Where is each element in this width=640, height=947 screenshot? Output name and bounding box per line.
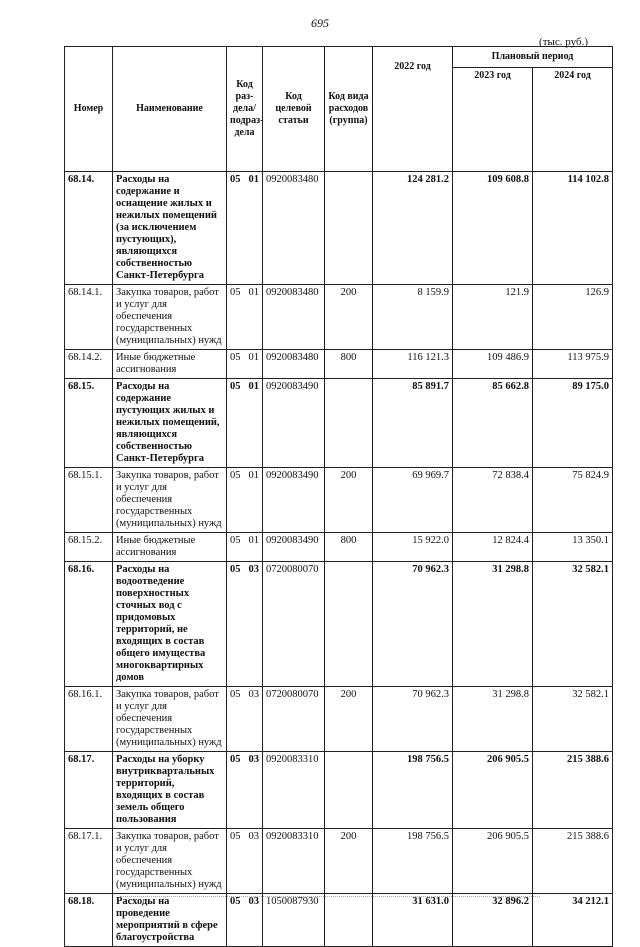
row-expense-type: 800 <box>325 350 373 379</box>
row-section-code <box>227 172 263 285</box>
row-section: 05 <box>230 564 241 575</box>
row-subsection: 03 <box>248 564 259 575</box>
row-value-2022: 8 159.9 <box>373 285 453 350</box>
row-name: Расходы на водоотведение поверхностных сточных вод с придомовых территорий, не входящих в состав общего имущества многоквартирных домов <box>113 562 227 687</box>
row-expense-type <box>325 562 373 687</box>
row-value-2024: 13 350.1 <box>533 533 613 562</box>
row-subsection: 01 <box>248 287 259 298</box>
row-name: Закупка товаров, работ и услуг для обеспечения государственных (муниципальных) нужд <box>113 468 227 533</box>
row-value-2024: 75 824.9 <box>533 468 613 533</box>
row-value-2022: 198 756.5 <box>373 752 453 829</box>
row-number: 68.16.1. <box>65 687 113 752</box>
row-subsection: 01 <box>248 352 259 363</box>
table-row <box>65 687 613 752</box>
row-value-2024: 32 582.1 <box>533 687 613 752</box>
row-section-code <box>227 687 263 752</box>
row-number: 68.17.1. <box>65 829 113 894</box>
row-number: 68.14. <box>65 172 113 285</box>
row-target-code: 0920083490 <box>263 533 325 562</box>
row-value-2022: 15 922.0 <box>373 533 453 562</box>
row-value-2023: 31 298.8 <box>453 687 533 752</box>
row-section-code <box>227 379 263 468</box>
header-year-2024: 2024 год <box>533 68 613 172</box>
row-section: 05 <box>230 896 241 907</box>
row-expense-type <box>325 752 373 829</box>
row-value-2024: 215 388.6 <box>533 829 613 894</box>
row-section: 05 <box>230 754 241 765</box>
row-expense-type: 200 <box>325 468 373 533</box>
row-number: 68.15. <box>65 379 113 468</box>
row-section: 05 <box>230 352 241 363</box>
row-subsection: 01 <box>248 535 259 546</box>
row-value-2022: 85 891.7 <box>373 379 453 468</box>
row-section-code <box>227 350 263 379</box>
row-value-2023: 72 838.4 <box>453 468 533 533</box>
row-number: 68.14.2. <box>65 350 113 379</box>
row-number: 68.15.1. <box>65 468 113 533</box>
table-row <box>65 829 613 894</box>
row-name: Расходы на проведение мероприятий в сфере благоустройства <box>113 894 227 947</box>
row-value-2024: 34 212.1 <box>533 894 613 947</box>
header-name: Наименование <box>113 47 227 172</box>
table-row <box>65 350 613 379</box>
row-section-code <box>227 533 263 562</box>
row-subsection: 01 <box>248 174 259 185</box>
header-section-code: Код раз-дела/ подраз-дела <box>227 47 263 172</box>
row-section: 05 <box>230 287 241 298</box>
header-number: Номер <box>65 47 113 172</box>
row-expense-type <box>325 894 373 947</box>
row-target-code: 0920083480 <box>263 172 325 285</box>
table-row <box>65 468 613 533</box>
row-section-code <box>227 468 263 533</box>
row-name: Расходы на содержание пустующих жилых и нежилых помещений, являющихся собственностью Санкт-Петербурга <box>113 379 227 468</box>
table-row <box>65 562 613 687</box>
row-value-2024: 113 975.9 <box>533 350 613 379</box>
header-year-2022: 2022 год <box>373 47 453 172</box>
row-value-2024: 89 175.0 <box>533 379 613 468</box>
row-subsection: 03 <box>248 831 259 842</box>
row-expense-type: 200 <box>325 285 373 350</box>
table-row <box>65 379 613 468</box>
row-subsection: 01 <box>248 470 259 481</box>
page-number: 695 <box>311 16 329 30</box>
table-row <box>65 533 613 562</box>
row-target-code: 0920083480 <box>263 285 325 350</box>
page-footer-divider <box>120 896 540 897</box>
row-value-2022: 116 121.3 <box>373 350 453 379</box>
row-section-code <box>227 562 263 687</box>
row-value-2023: 32 896.2 <box>453 894 533 947</box>
row-number: 68.14.1. <box>65 285 113 350</box>
row-section-code <box>227 752 263 829</box>
row-value-2023: 206 905.5 <box>453 829 533 894</box>
row-name: Закупка товаров, работ и услуг для обеспечения государственных (муниципальных) нужд <box>113 829 227 894</box>
row-subsection: 03 <box>248 689 259 700</box>
row-value-2022: 124 281.2 <box>373 172 453 285</box>
table-body <box>65 172 613 947</box>
row-value-2022: 69 969.7 <box>373 468 453 533</box>
table-row <box>65 752 613 829</box>
row-subsection: 03 <box>248 896 259 907</box>
table-row <box>65 894 613 947</box>
budget-table <box>64 46 613 947</box>
row-target-code: 0920083310 <box>263 752 325 829</box>
row-target-code: 0920083490 <box>263 468 325 533</box>
row-target-code: 0720080070 <box>263 687 325 752</box>
row-value-2023: 31 298.8 <box>453 562 533 687</box>
header-planned-period: Плановый период <box>453 47 613 68</box>
row-value-2023: 121.9 <box>453 285 533 350</box>
row-target-code: 0720080070 <box>263 562 325 687</box>
row-expense-type <box>325 172 373 285</box>
table-row <box>65 285 613 350</box>
row-subsection: 03 <box>248 754 259 765</box>
row-value-2022: 70 962.3 <box>373 687 453 752</box>
row-target-code: 1050087930 <box>263 894 325 947</box>
row-name: Иные бюджетные ассигнования <box>113 350 227 379</box>
row-value-2022: 198 756.5 <box>373 829 453 894</box>
row-expense-type <box>325 379 373 468</box>
row-name: Иные бюджетные ассигнования <box>113 533 227 562</box>
row-target-code: 0920083490 <box>263 379 325 468</box>
row-section: 05 <box>230 381 241 392</box>
units-label: (тыс. руб.) <box>539 36 588 48</box>
row-name: Расходы на уборку внутриквартальных территорий, входящих в состав земель общего пользования <box>113 752 227 829</box>
row-section-code <box>227 894 263 947</box>
row-value-2023: 85 662.8 <box>453 379 533 468</box>
row-number: 68.17. <box>65 752 113 829</box>
row-value-2023: 109 608.8 <box>453 172 533 285</box>
row-section: 05 <box>230 174 241 185</box>
row-value-2023: 206 905.5 <box>453 752 533 829</box>
row-value-2022: 31 631.0 <box>373 894 453 947</box>
table-row <box>65 172 613 285</box>
row-value-2023: 109 486.9 <box>453 350 533 379</box>
row-value-2024: 215 388.6 <box>533 752 613 829</box>
row-section: 05 <box>230 535 241 546</box>
row-name: Закупка товаров, работ и услуг для обеспечения государственных (муниципальных) нужд <box>113 285 227 350</box>
row-name: Расходы на содержание и оснащение жилых и нежилых помещений (за исключением пустующих), являющихся собственностью Санкт-Петербурга <box>113 172 227 285</box>
row-value-2022: 70 962.3 <box>373 562 453 687</box>
row-value-2024: 126.9 <box>533 285 613 350</box>
row-number: 68.18. <box>65 894 113 947</box>
row-number: 68.15.2. <box>65 533 113 562</box>
row-section-code <box>227 829 263 894</box>
header-year-2023: 2023 год <box>453 68 533 172</box>
row-number: 68.16. <box>65 562 113 687</box>
row-target-code: 0920083310 <box>263 829 325 894</box>
row-value-2023: 12 824.4 <box>453 533 533 562</box>
row-expense-type: 200 <box>325 687 373 752</box>
row-section: 05 <box>230 689 241 700</box>
row-target-code: 0920083480 <box>263 350 325 379</box>
row-section: 05 <box>230 831 241 842</box>
row-name: Закупка товаров, работ и услуг для обеспечения государственных (муниципальных) нужд <box>113 687 227 752</box>
header-expense-type-code: Код вида расходов (группа) <box>325 47 373 172</box>
row-expense-type: 800 <box>325 533 373 562</box>
row-subsection: 01 <box>248 381 259 392</box>
row-expense-type: 200 <box>325 829 373 894</box>
row-section: 05 <box>230 470 241 481</box>
header-target-code: Код целевой статьи <box>263 47 325 172</box>
row-value-2024: 114 102.8 <box>533 172 613 285</box>
row-value-2024: 32 582.1 <box>533 562 613 687</box>
row-section-code <box>227 285 263 350</box>
